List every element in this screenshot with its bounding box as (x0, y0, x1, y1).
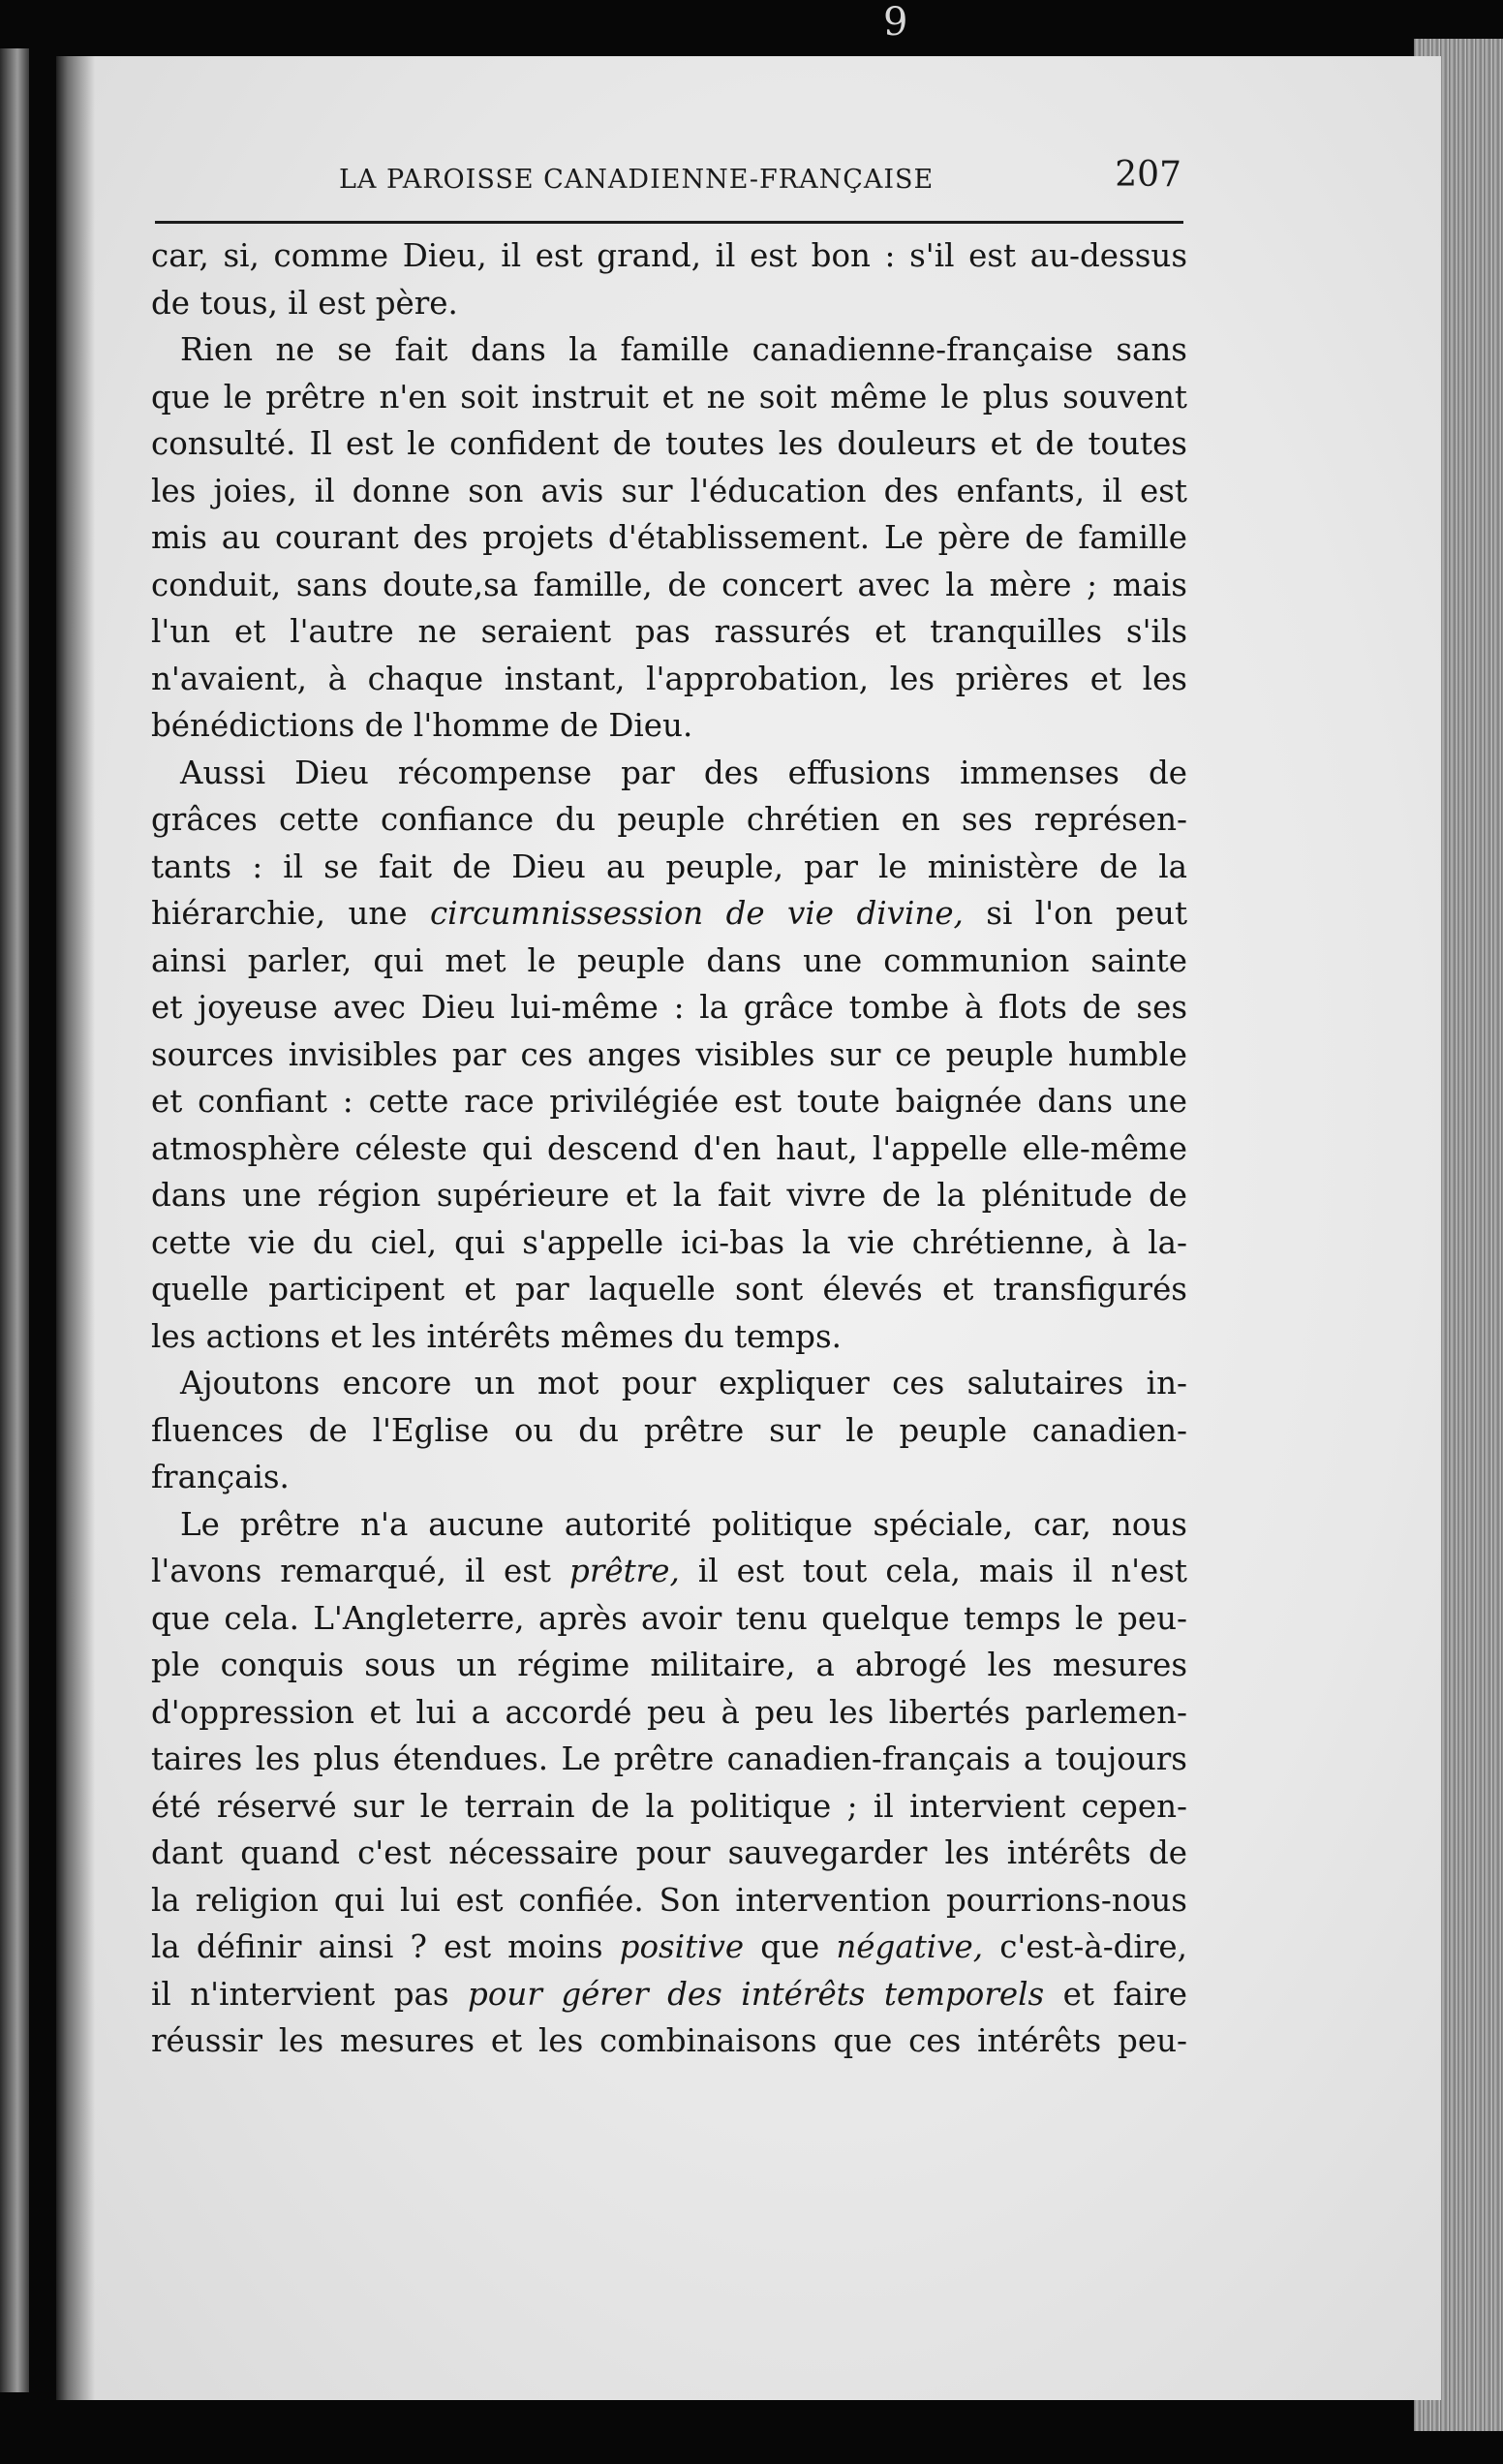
line-text: que (744, 1928, 837, 1965)
text-line: été réservé sur le terrain de la politique ; il intervient cepen- (151, 1787, 1187, 1825)
text-line: de tous, il est père. (151, 284, 458, 322)
line-text: et faire (1044, 1975, 1187, 2013)
paragraph-first-line: Rien ne se fait dans la famille canadienne-française sans (180, 331, 1187, 368)
header-rule (155, 221, 1183, 224)
paragraph-first-line: Ajoutons encore un mot pour expliquer ces salutaires in- (180, 1365, 1187, 1401)
italic-phrase: négative, (836, 1928, 984, 1965)
text-line (151, 1548, 1187, 1595)
line-text: il n'intervient pas (151, 1975, 469, 2013)
left-page-edge (0, 48, 29, 2392)
line-text: la définir ainsi ? est moins (151, 1928, 620, 1965)
line-text: il est tout cela, mais il n'est (679, 1553, 1187, 1589)
text-line: bénédictions de l'homme de Dieu. (151, 707, 693, 744)
text-line: taires les plus étendues. Le prêtre canadien-français a toujours (151, 1740, 1187, 1777)
line-text: c'est-à-dire, (983, 1928, 1187, 1965)
italic-phrase: positive (619, 1928, 745, 1965)
text-line: atmosphère céleste qui descend d'en haut, l'appelle elle-même (151, 1129, 1187, 1167)
text-line: n'avaient, à chaque instant, l'approbation, les prières et les (151, 660, 1187, 697)
italic-phrase: circumnissession de vie divine, (429, 895, 964, 932)
text-line: dans une région supérieure et la fait vivre de la plénitude de (151, 1177, 1187, 1214)
text-line: grâces cette confiance du peuple chrétien en ses représen- (151, 801, 1187, 838)
text-line: que cela. L'Angleterre, après avoir tenu quelque temps le peu- (151, 1599, 1187, 1637)
text-line: la religion qui lui est confiée. Son intervention pourrions-nous (151, 1881, 1187, 1919)
text-line: fluences de l'Eglise ou du prêtre sur le peuple canadien- (151, 1411, 1187, 1449)
text-line: consulté. Il est le confident de toutes les douleurs et de toutes (151, 425, 1187, 462)
line-text: l'avons remarqué, il est (151, 1553, 570, 1589)
text-line (151, 1924, 1187, 1971)
page-number: 207 (1115, 155, 1181, 195)
text-line: ainsi parler, qui met le peuple dans une communion sainte (151, 941, 1187, 979)
text-line: dant quand c'est nécessaire pour sauvegarder les intérêts de (151, 1834, 1187, 1871)
italic-phrase: pour gérer des intérêts temporels (468, 1975, 1045, 2013)
line-text: hiérarchie, une (151, 895, 430, 932)
text-line: mis au courant des projets d'établissement. Le père de famille (151, 519, 1187, 556)
text-line: conduit, sans doute,sa famille, de concert avec la mère ; mais (151, 566, 1187, 603)
gutter-shadow (56, 56, 95, 2400)
text-line: et joyeuse avec Dieu lui-même : la grâce tombe à flots de ses (151, 989, 1187, 1026)
text-line: ple conquis sous un régime militaire, a abrogé les mesures (151, 1647, 1187, 1683)
running-title: LA PAROISSE CANADIENNE-FRANÇAISE (339, 165, 935, 195)
text-line (151, 890, 1187, 938)
text-line: français. (151, 1459, 290, 1495)
text-line: et confiant : cette race privilégiée est toute baignée dans une (151, 1083, 1187, 1120)
text-line (151, 1971, 1187, 2018)
italic-phrase: prêtre, (569, 1553, 680, 1589)
top-pencil-mark: 9 (883, 0, 908, 45)
text-line: l'un et l'autre ne seraient pas rassurés et tranquilles s'ils (151, 613, 1187, 650)
text-line: les actions et les intérêts mêmes du temps. (151, 1317, 843, 1355)
paragraph-first-line: Le prêtre n'a aucune autorité politique spéciale, car, nous (180, 1505, 1187, 1543)
paragraph-first-line: Aussi Dieu récompense par des effusions immenses de (180, 754, 1187, 791)
line-text: si l'on peut (963, 895, 1187, 932)
page-header (155, 155, 1181, 213)
text-line: quelle participent et par laquelle sont élevés et transfigurés (151, 1271, 1187, 1308)
text-line: les joies, il donne son avis sur l'éducation des enfants, il est (151, 472, 1187, 509)
text-line: car, si, comme Dieu, il est grand, il est bon : s'il est au-dessus (151, 237, 1187, 274)
text-line: cette vie du ciel, qui s'appelle ici-bas la vie chrétienne, à la- (151, 1223, 1187, 1261)
body-text (151, 232, 1187, 2065)
text-line: sources invisibles par ces anges visibles sur ce peuple humble (151, 1035, 1187, 1073)
text-line: réussir les mesures et les combinaisons que ces intérêts peu- (151, 2022, 1187, 2059)
text-line: que le prêtre n'en soit instruit et ne soit même le plus souvent (151, 378, 1187, 416)
text-line: tants : il se fait de Dieu au peuple, par le ministère de la (151, 847, 1187, 885)
text-line: d'oppression et lui a accordé peu à peu les libertés parlemen- (151, 1693, 1187, 1731)
